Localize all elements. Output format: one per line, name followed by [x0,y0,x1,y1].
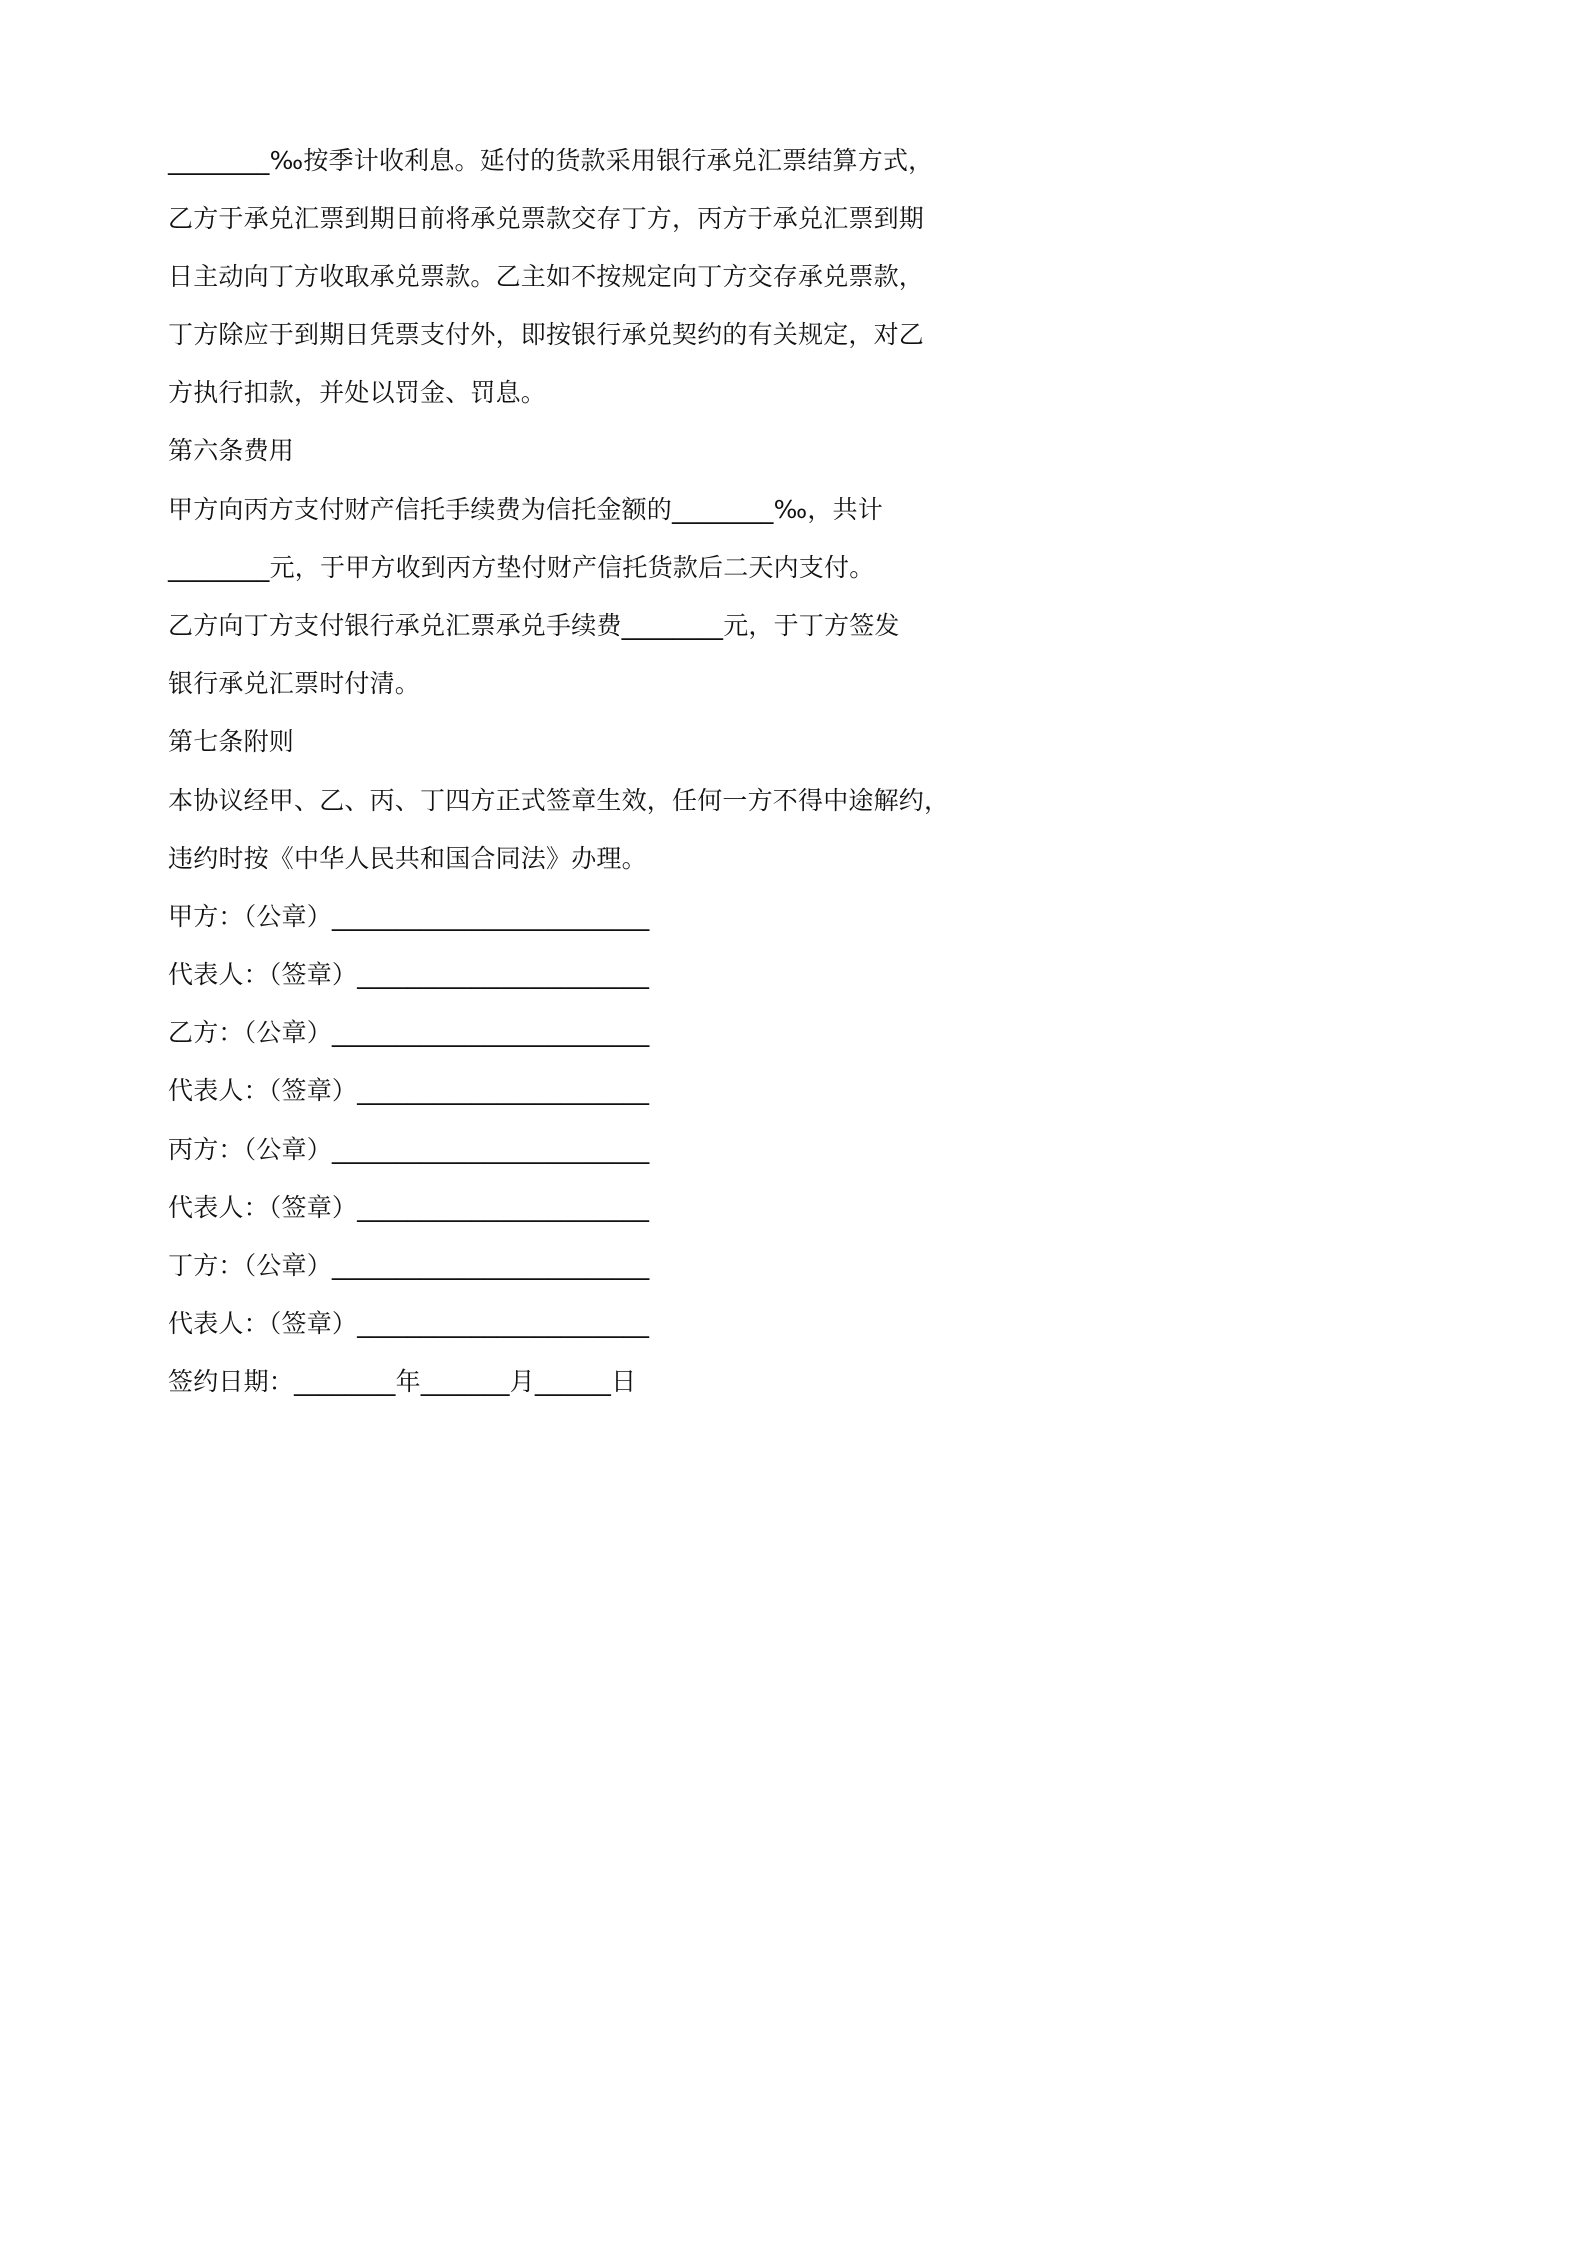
signature-line-party-c: 丙方：（公章）_________________________ [168,1135,650,1164]
paragraph-line: 乙方于承兑汇票到期日前将承兑票款交存丁方，丙方于承兑汇票到期 [168,204,925,233]
signature-line-rep-d: 代表人：（签章）_______________________ [168,1309,650,1338]
paragraph-line: 甲方向丙方支付财产信托手续费为信托金额的________‰，共计 [168,495,883,524]
document-page [0,0,1100,1556]
section-heading-fees: 第六条费用 [168,436,295,465]
paragraph-line: ________‰按季计收利息。延付的货款采用银行承兑汇票结算方式， [168,146,934,175]
paragraph-line: 方执行扣款，并处以罚金、罚息。 [168,378,547,407]
paragraph-line: 乙方向丁方支付银行承兑汇票承兑手续费________元，于丁方签发 [168,611,900,640]
signing-date-line: 签约日期：________年_______月______日 [168,1367,637,1396]
signature-line-party-b: 乙方：（公章）_________________________ [168,1018,650,1047]
signature-line-rep-c: 代表人：（签章）_______________________ [168,1193,650,1222]
section-heading-supplementary: 第七条附则 [168,727,295,756]
paragraph-line: 银行承兑汇票时付清。 [168,669,421,698]
signature-line-rep-a: 代表人：（签章）_______________________ [168,960,650,989]
signature-line-party-d: 丁方：（公章）_________________________ [168,1251,650,1280]
paragraph-line: 违约时按《中华人民共和国合同法》办理。 [168,844,647,873]
signature-line-party-a: 甲方：（公章）_________________________ [168,902,650,931]
paragraph-line: ________元，于甲方收到丙方垫付财产信托货款后二天内支付。 [168,553,875,582]
paragraph-line: 日主动向丁方收取承兑票款。乙主如不按规定向丁方交存承兑票款， [168,262,925,291]
paragraph-line: 本协议经甲、乙、丙、丁四方正式签章生效，任何一方不得中途解约， [168,786,950,815]
signature-line-rep-b: 代表人：（签章）_______________________ [168,1076,650,1105]
paragraph-line: 丁方除应于到期日凭票支付外，即按银行承兑契约的有关规定，对乙 [168,320,925,349]
